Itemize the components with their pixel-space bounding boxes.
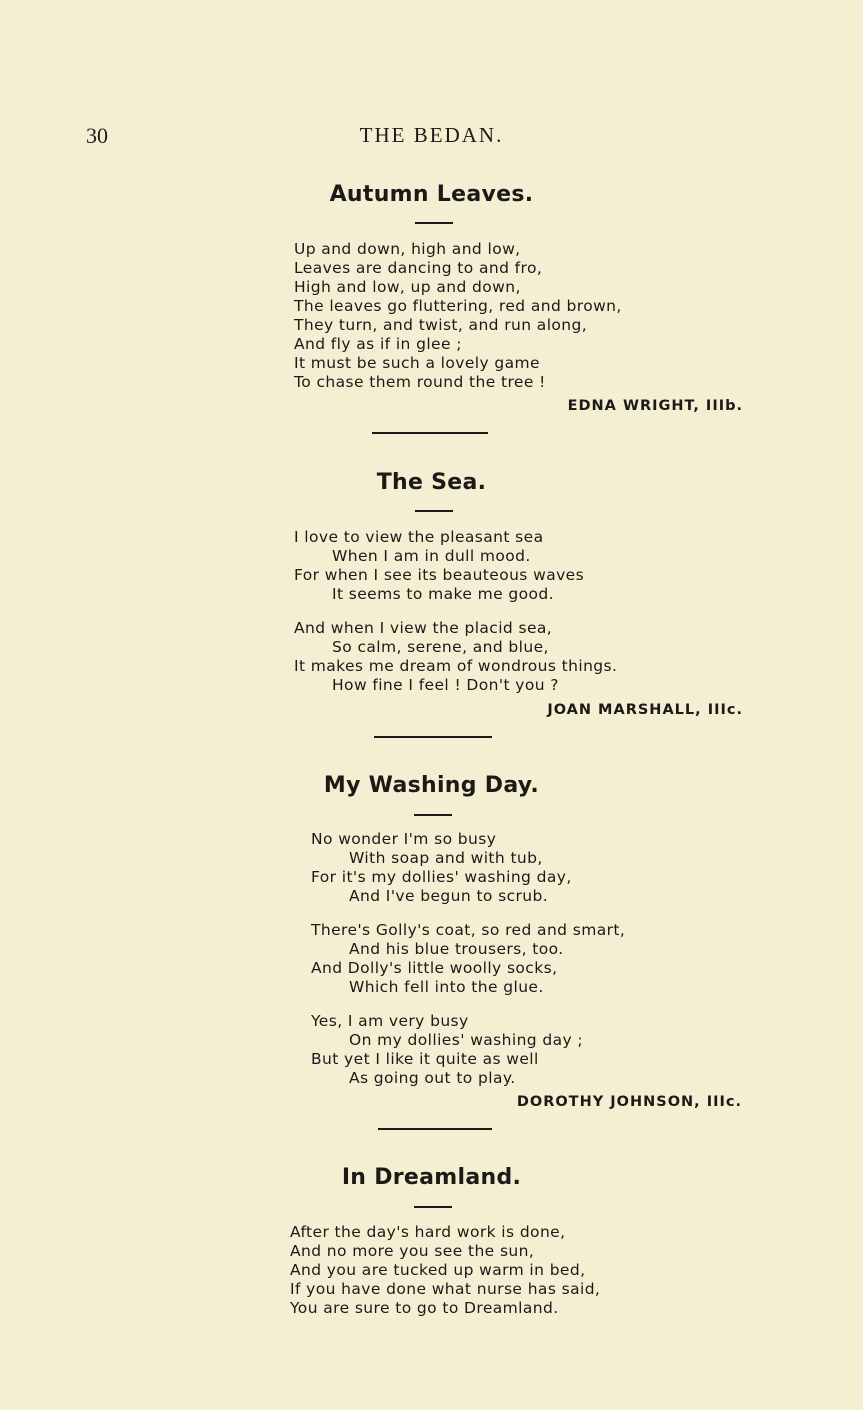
verse-line: Leaves are dancing to and fro, xyxy=(294,259,543,277)
verse-line: And fly as if in glee ; xyxy=(294,335,462,353)
verse-line: As going out to play. xyxy=(349,1069,516,1087)
running-title: THE BEDAN. xyxy=(359,123,504,147)
poem-body-autumn-leaves xyxy=(294,240,622,392)
verse-line: High and low, up and down, xyxy=(294,278,521,296)
page-number: 30 xyxy=(86,123,108,148)
verse-line: I love to view the pleasant sea xyxy=(294,528,544,546)
poem-author: DOROTHY JOHNSON, IIIc. xyxy=(516,1094,742,1110)
verse-line: And when I view the placid sea, xyxy=(294,619,553,637)
verse-line: Which fell into the glue. xyxy=(349,978,544,996)
section-divider xyxy=(378,1128,492,1130)
poem-title-in-dreamland: In Dreamland. xyxy=(341,1165,522,1190)
verse-line: And no more you see the sun, xyxy=(290,1242,535,1260)
verse-line: And his blue trousers, too. xyxy=(349,940,564,958)
verse-line: How fine I feel ! Don't you ? xyxy=(332,676,559,694)
title-rule xyxy=(415,222,453,224)
verse-line: So calm, serene, and blue, xyxy=(332,638,549,656)
verse-line: And Dolly's little woolly socks, xyxy=(311,959,558,977)
poem-title-the-sea: The Sea. xyxy=(376,470,487,495)
verse-line: It must be such a lovely game xyxy=(294,354,540,372)
verse-line: They turn, and twist, and run along, xyxy=(294,316,588,334)
verse-line: But yet I like it quite as well xyxy=(311,1050,539,1068)
poem-author: EDNA WRIGHT, IIIb. xyxy=(567,398,743,414)
verse-line: When I am in dull mood. xyxy=(332,547,531,565)
verse-line: The leaves go fluttering, red and brown, xyxy=(294,297,622,315)
poem-body-the-sea xyxy=(294,528,617,695)
stanza-gap xyxy=(294,604,617,619)
title-rule xyxy=(415,510,453,512)
verse-line: No wonder I'm so busy xyxy=(311,830,497,848)
poem-title-my-washing-day: My Washing Day. xyxy=(323,773,540,798)
verse-line: It makes me dream of wondrous things. xyxy=(294,657,618,675)
stanza-gap xyxy=(311,906,625,921)
title-rule xyxy=(414,814,452,816)
verse-line: If you have done what nurse has said, xyxy=(290,1280,601,1298)
verse-line: With soap and with tub, xyxy=(349,849,543,867)
section-divider xyxy=(372,432,488,434)
verse-line: You are sure to go to Dreamland. xyxy=(290,1299,559,1317)
verse-line: For it's my dollies' washing day, xyxy=(311,868,572,886)
title-rule xyxy=(414,1206,452,1208)
verse-line: It seems to make me good. xyxy=(332,585,554,603)
verse-line: And I've begun to scrub. xyxy=(349,887,549,905)
verse-line: To chase them round the tree ! xyxy=(294,373,546,391)
verse-line: There's Golly's coat, so red and smart, xyxy=(311,921,626,939)
verse-line: Up and down, high and low, xyxy=(294,240,521,258)
section-divider xyxy=(374,736,492,738)
poem-body-in-dreamland xyxy=(290,1223,600,1318)
stanza-gap xyxy=(311,997,625,1012)
verse-line: On my dollies' washing day ; xyxy=(349,1031,584,1049)
verse-line: Yes, I am very busy xyxy=(311,1012,469,1030)
verse-line: After the day's hard work is done, xyxy=(290,1223,566,1241)
poem-title-autumn-leaves: Autumn Leaves. xyxy=(329,182,534,207)
poem-author: JOAN MARSHALL, IIIc. xyxy=(547,702,743,718)
poem-body-my-washing-day xyxy=(311,830,625,1088)
verse-line: For when I see its beauteous waves xyxy=(294,566,585,584)
verse-line: And you are tucked up warm in bed, xyxy=(290,1261,586,1279)
